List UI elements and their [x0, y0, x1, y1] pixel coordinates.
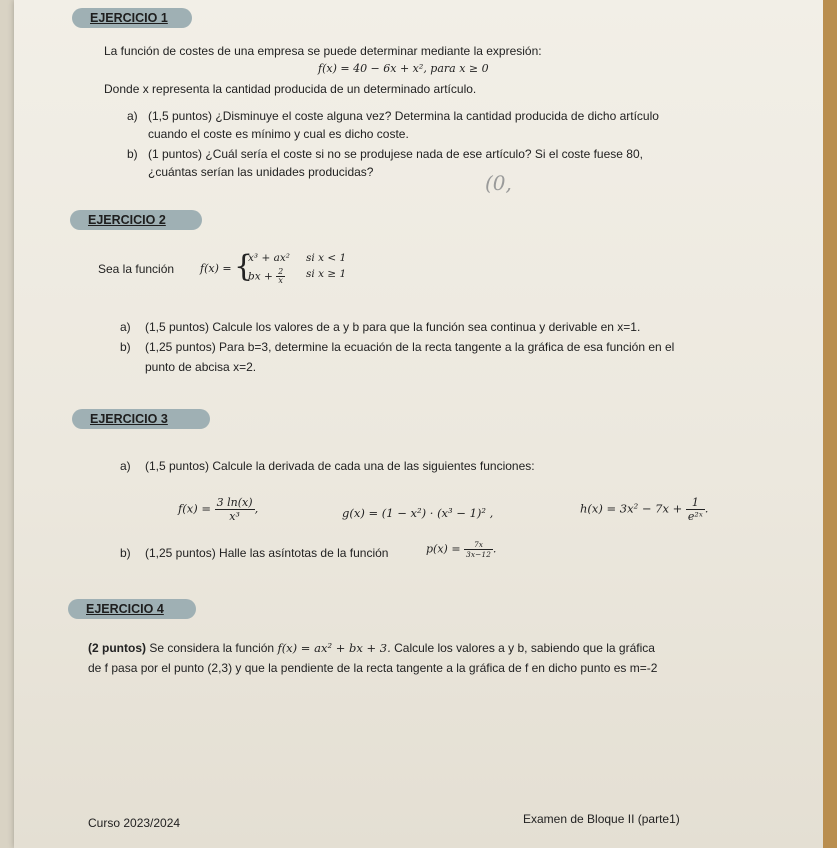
- ex2-b-line1: (1,25 puntos) Para b=3, determine la ecuación de la recta tangente a la gráfica de esa función en el: [145, 340, 675, 354]
- ex1-formula: [318, 62, 489, 75]
- ex1-where: Donde x representa la cantidad producida de un determinado artículo.: [104, 82, 477, 96]
- background-edge-left: [0, 0, 14, 848]
- ex3-b-tag: b): [120, 546, 131, 560]
- ex2-a-tag: a): [120, 320, 131, 334]
- ex4-points: (2 puntos): [88, 641, 146, 655]
- handwritten-note: (0,: [485, 171, 512, 195]
- ex1-b-tag: b): [127, 147, 138, 161]
- ex3-g-formula: g(x) = (1 − x²) · (x³ − 1)² ,: [342, 506, 494, 520]
- ex3-a-text: (1,5 puntos) Calcule la derivada de cada una de las siguientes funciones:: [145, 459, 535, 473]
- ex4-formula: f(x) = ax² + bx + 3.: [277, 641, 391, 655]
- ex1-b-line2: ¿cuántas serían las unidades producidas?: [148, 165, 374, 179]
- ex3-h-den: e²ˣ: [687, 510, 703, 523]
- ex3-title: EJERCICIO 3: [72, 409, 210, 429]
- background-edge-right: [823, 0, 837, 848]
- ex2-a-text: (1,5 puntos) Calcule los valores de a y b para que la función sea continua y derivable en x=1.: [145, 320, 641, 334]
- ex2-title: EJERCICIO 2: [70, 210, 202, 230]
- ex1-formula-cond: , para x ≥ 0: [423, 62, 489, 75]
- ex1-intro: La función de costes de una empresa se puede determinar mediante la expresión:: [104, 44, 542, 58]
- ex1-a-line2: cuando el coste es mínimo y cual es dicho coste.: [148, 127, 409, 141]
- ex3-p-num: 7x: [464, 540, 493, 550]
- piecewise-brace: {: [234, 249, 254, 284]
- ex1-a-tag: a): [127, 109, 138, 123]
- ex3-a-tag: a): [120, 459, 131, 473]
- ex1-b-line1: (1 puntos) ¿Cuál sería el coste si no se produjese nada de ese artículo? Si el coste fuese 80,: [148, 147, 643, 161]
- ex1-a-line1: (1,5 puntos) ¿Disminuye el coste alguna vez? Determina la cantidad producida de dicho artículo: [148, 109, 659, 123]
- ex3-b-text: (1,25 puntos) Halle las asíntotas de la función: [145, 546, 389, 560]
- footer-course: Curso 2023/2024: [88, 816, 181, 830]
- ex1-title: EJERCICIO 1: [72, 8, 192, 28]
- ex2-b-line2: punto de abcisa x=2.: [145, 360, 257, 374]
- ex2-case1-expr: x³ + ax²: [248, 252, 290, 264]
- ex2-b-tag: b): [120, 340, 131, 354]
- ex2-case2-pre: bx +: [248, 270, 273, 283]
- ex4-title: EJERCICIO 4: [68, 599, 196, 619]
- ex3-f-formula: f(x) = $\frac{3 \ln(x)}{\text{x³}}$ ,: [178, 496, 259, 523]
- ex2-lead: Sea la función: [98, 262, 175, 276]
- footer-exam: Examen de Bloque II (parte1): [523, 812, 680, 826]
- ex1-formula-lhs: f(x) = 40 − 6x + x²: [318, 62, 424, 75]
- ex2-f-lhs: f(x) =: [200, 262, 232, 275]
- ex3-p-lhs: p(x) =: [426, 542, 461, 556]
- ex4-line1-rest: Se considera la función: [149, 641, 275, 655]
- ex2-case2-den: x: [278, 276, 283, 285]
- ex4-line2: de f pasa por el punto (2,3) y que la pendiente de la recta tangente a la gráfica de f en dicho punto es m=-2: [88, 661, 658, 675]
- ex4-line1: [88, 641, 788, 656]
- ex3-h-lhs: h(x) = 3x² − 7x +: [580, 501, 683, 516]
- ex3-p-formula: p(x) = $\frac{7x}{3x-12}$ .: [426, 540, 497, 559]
- ex3-f-num: 3 ln(x): [216, 496, 253, 509]
- ex4-line1-tail: Calcule los valores a y b, sabiendo que la gráfica: [394, 641, 655, 655]
- ex2-case2-cond: si x ≥ 1: [306, 268, 347, 280]
- ex3-p-den: 3x−12: [466, 550, 491, 559]
- ex3-h-formula: h(x) = 3x² − 7x + $\frac{1}{\text{e²ˣ}}$ .: [580, 496, 709, 523]
- ex3-h-num: 1: [686, 496, 705, 510]
- ex2-case2-expr: [248, 268, 285, 285]
- ex2-case2-num: 2: [278, 267, 284, 276]
- ex3-f-lhs: f(x) =: [178, 501, 212, 516]
- ex2-case1-cond: si x < 1: [306, 252, 347, 264]
- ex3-f-den: x³: [229, 510, 240, 523]
